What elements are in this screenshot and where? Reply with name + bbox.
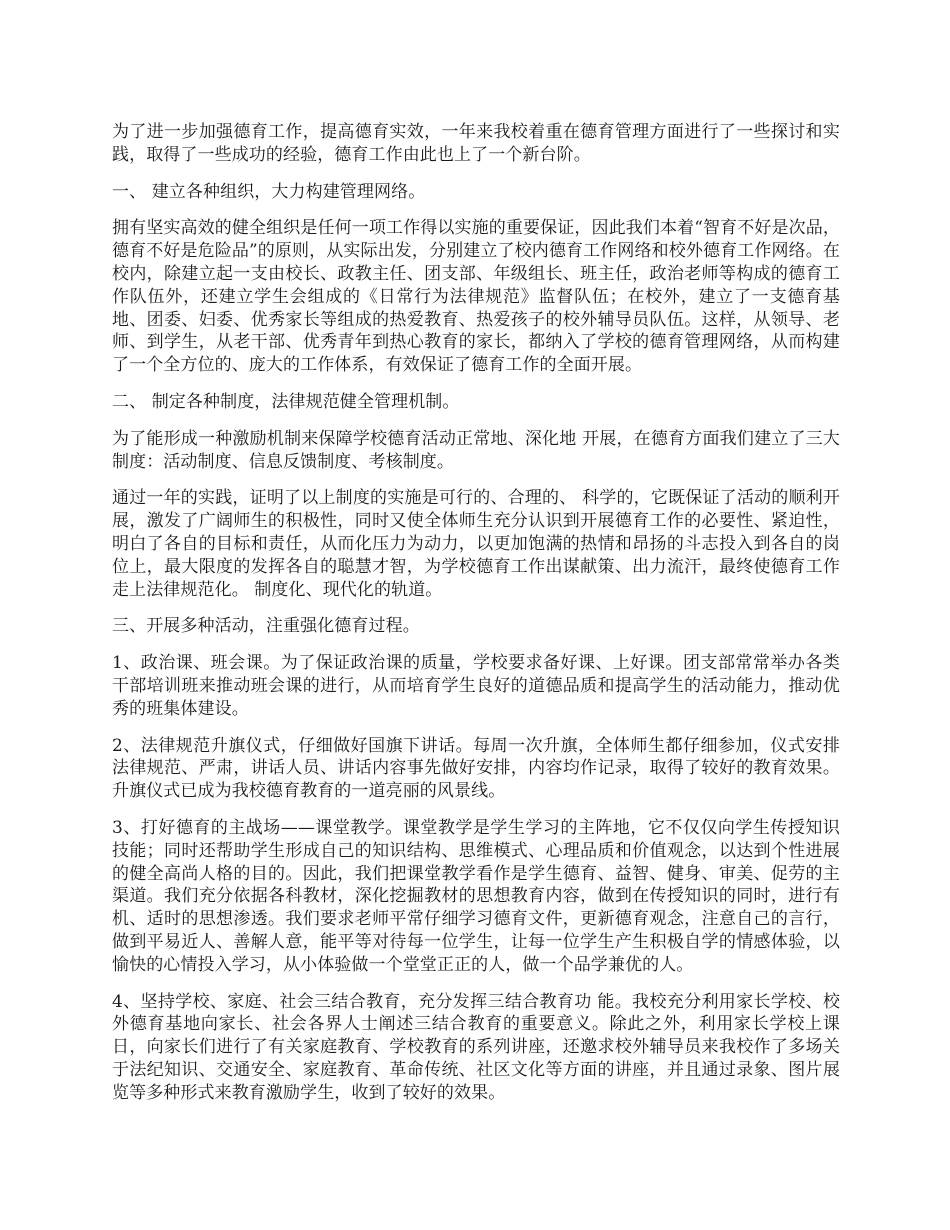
intro-paragraph: 为了进一步加强德育工作，提高德育实效，一年来我校着重在德育管理方面进行了一些探讨和实践，取得了一些成功的经验，德育工作由此也上了一个新台阶。: [112, 122, 840, 165]
list-paragraph: 3、打好德育的主战场——课堂教学。课堂教学是学生学习的主阵地，它不仅仅向学生传授知识技能；同时还帮助学生形成自己的知识结构、思维模式、心理品质和价值观念，以达到个性进展的健全高尚人格的目的。因此，我们把课堂教学看作是学生德育、益智、健身、审美、促劳的主渠道。我们充分依据各科教材，深化挖掘教材的思想教育内容，做到在传授知识的同时，进行有机、适时的思想渗透。我们要求老师平常仔细学习德育文件，更新德育观念，注意自己的言行，做到平易近人、善解人意，能平等对待每一位学生，让每一位学生产生积极自学的情感体验，以愉快的心情投入学习，从小体验做一个堂堂正正的人，做一个品学兼优的人。: [112, 817, 840, 975]
list-paragraph: 1、政治课、班会课。为了保证政治课的质量，学校要求备好课、上好课。团支部常常举办各类干部培训班来推动班会课的进行，从而培育学生良好的道德品质和提高学生的活动能力，推动优秀的班集体建设。: [112, 653, 840, 719]
section-heading-1: 一、 建立各种组织，大力构建管理网络。: [112, 181, 426, 202]
list-paragraph: 4、坚持学校、家庭、社会三结合教育，充分发挥三结合教育功 能。我校充分利用家长学校、校外德育基地向家长、社会各界人士阐述三结合教育的重要意义。除此之外，利用家长学校上课日，向家长们进行了有关家庭教育、学校教育的系列讲座，还邀求校外辅导员来我校作了多场关于法纪知识、交通安全、家庭教育、革命传统、社区文化等方面的讲座，并且通过录象、图片展览等多种形式来教育激励学生，收到了较好的效果。: [112, 991, 840, 1103]
section-heading-2: 二、 制定各种制度，法律规范健全管理机制。: [112, 391, 460, 412]
body-paragraph: 拥有坚实高效的健全组织是任何一项工作得以实施的重要保证，因此我们本着“智育不好是次品，德育不好是危险品”的原则，从实际出发，分别建立了校内德育工作网络和校外德育工作网络。在校内，除建立起一支由校长、政教主任、团支部、年级组长、班主任，政治老师等构成的德育工作队伍外，还建立学生会组成的《日常行为法律规范》监督队伍；在校外，建立了一支德育基地、团委、妇委、优秀家长等组成的热爱教育、热爱孩子的校外辅导员队伍。这样，从领导、老师、到学生，从老干部、优秀青年到热心教育的家长，都纳入了学校的德育管理网络，从而构建了一个全方位的、庞大的工作体系，有效保证了德育工作的全面开展。: [112, 218, 840, 376]
body-paragraph: 为了能形成一种激励机制来保障学校德育活动正常地、深化地 开展，在德育方面我们建立了三大制度：活动制度、信息反馈制度、考核制度。: [112, 428, 840, 472]
body-paragraph: 通过一年的实践，证明了以上制度的实施是可行的、合理的、 科学的，它既保证了活动的顺利开展，激发了广阔师生的积极性，同时又使全体师生充分认识到开展德育工作的必要性、紧迫性，明白了各自的目标和责任，从而化压力为动力，以更加饱满的热情和昂扬的斗志投入到各自的岗位上，最大限度的发挥各自的聪慧才智，为学校德育工作出谋献策、出力流汗，最终使德育工作走上法律规范化。 制度化、现代化的轨道。: [112, 488, 840, 600]
section-heading-3: 三、开展多种活动，注重强化德育过程。: [112, 616, 420, 637]
list-paragraph: 2、法律规范升旗仪式，仔细做好国旗下讲话。每周一次升旗，全体师生都仔细参加，仪式安排法律规范、严肃，讲话人员、讲话内容事先做好安排，内容均作记录，取得了较好的教育效果。升旗仪式已成为我校德育教育的一道亮丽的风景线。: [112, 735, 840, 802]
document-page: [112, 121, 840, 1118]
